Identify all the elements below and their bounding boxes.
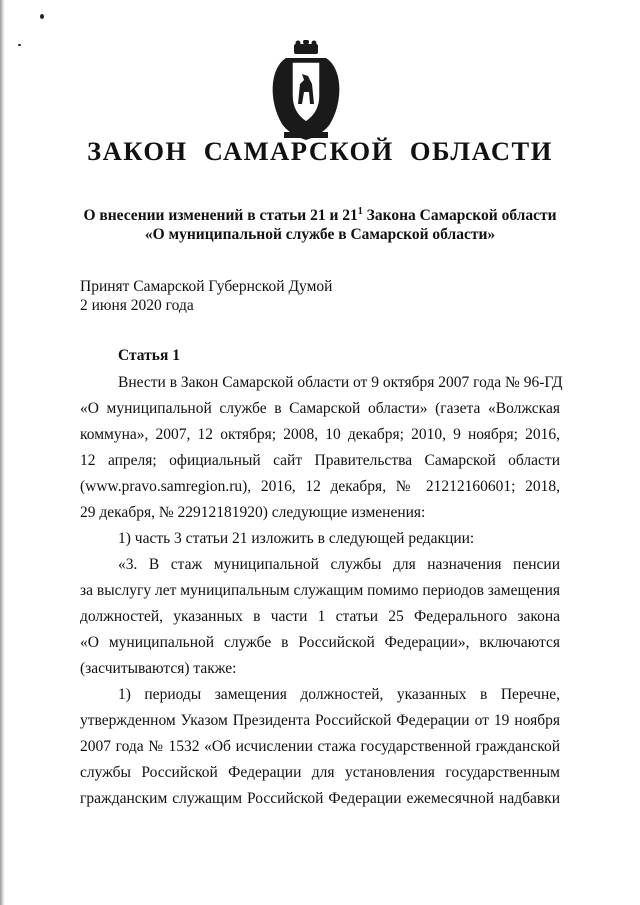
text-line: 1) периоды замещения должностей, указанных в Перечне, [118,686,560,703]
adoption-body: Принят Самарской Губернской Думой [80,278,333,295]
text-line: (засчитываются) также: [80,660,237,677]
text-line: «О муниципальной службе в Российской Федерации», включаются [80,634,560,651]
text-line: службы Российской Федерации для установления государственным [80,764,560,781]
subtitle-line-1 [0,206,640,225]
subtitle-text-a: О внесении изменений в статьи 21 и 21 [83,207,358,224]
scan-speck [18,44,21,46]
text-line: (www.pravo.samregion.ru), 2016, 12 декабря, № 21212160601; 2018, [80,478,560,495]
text-line: коммуна», 2007, 12 октября; 2008, 10 декабря; 2010, 9 ноября; 2016, [80,426,560,443]
coat-of-arms-emblem [264,40,348,146]
text-line: Внести в Закон Самарской области от 9 октября 2007 года № 96-ГД [118,374,563,391]
scan-speck [40,14,44,19]
text-line: утвержденном Указом Президента Российской Федерации от 19 ноября [80,712,560,729]
text-line: за выслугу лет муниципальным служащим помимо периодов замещения [80,582,560,599]
article-body [80,372,563,814]
document-title: ЗАКОН САМАРСКОЙ ОБЛАСТИ [87,136,553,166]
text-line: 12 апреля; официальный сайт Правительства Самарской области [80,452,560,469]
document-subtitle [0,206,640,244]
text-line: «О муниципальной службе в Самарской области» (газета «Волжская [80,400,560,417]
text-line: гражданским служащим Российской Федерации ежемесячной надбавки [80,790,560,807]
text-line: 29 декабря, № 22912181920) следующие изменения: [80,504,426,521]
article-heading: Статья 1 [118,347,180,364]
subtitle-superscript: 1 [357,206,363,217]
adoption-block [80,277,332,315]
text-line: 1) часть 3 статьи 21 изложить в следующей редакции: [118,530,475,547]
text-line: 2007 года № 1532 «Об исчислении стажа государственной гражданской [80,738,560,755]
adoption-date: 2 июня 2020 года [80,297,194,314]
text-line: «3. В стаж муниципальной службы для назначения пенсии [118,556,560,573]
subtitle-line-2: «О муниципальной службе в Самарской области» [144,226,496,243]
subtitle-text-b: Закона Самарской области [362,207,557,224]
text-line: должностей, указанных в части 1 статьи 25 Федерального закона [80,608,560,625]
